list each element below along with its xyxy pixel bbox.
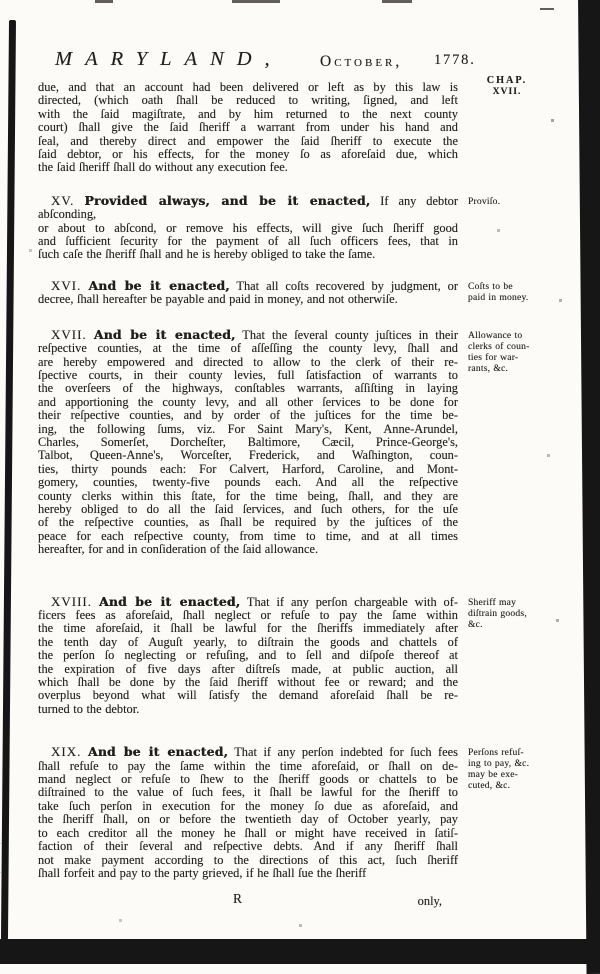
law-section-xviii — [38, 593, 527, 717]
paragraph-lines — [38, 94, 458, 174]
text-column — [38, 75, 530, 909]
signature-mark: R — [232, 891, 243, 907]
text-line: ing, the following ſums, viz. For Saint Mary's, Kent, Anne-Arundel, — [38, 421, 458, 436]
law-paragraph — [38, 279, 458, 307]
margin-note — [468, 330, 548, 374]
text-line: hereafter, for and in conſideration of the ſaid allowance. — [38, 542, 319, 557]
edge-fragment — [0, 848, 9, 863]
enacting-phrase: And be it enacted, — [93, 326, 236, 342]
text-line: &c. — [468, 618, 483, 630]
text-line: Perſons refuſ- — [468, 747, 524, 759]
text-line: directed, (which oath ſhall be reduced to writing, ſigned, and left — [38, 93, 458, 108]
enacting-phrase: And be it enacted, — [87, 744, 228, 760]
paper-specks — [0, 0, 1, 1]
edge-fragment — [0, 891, 9, 906]
text-line: court) ſhall give the ſaid ſheriff a warrant from under his hand and — [38, 120, 458, 135]
text-line: Sheriff may — [468, 596, 517, 608]
law-section-xvi — [38, 277, 529, 307]
edge-fragment — [0, 862, 9, 877]
law-paragraph — [38, 745, 458, 880]
enacting-phrase: And be it enacted, — [98, 593, 241, 609]
chapter-heading — [476, 76, 538, 97]
paragraph-lines — [38, 222, 458, 262]
text-line: the tenth day of Auguſt yearly, to diſtrain the goods and chattels of — [38, 634, 458, 649]
law-section-xv — [38, 192, 501, 262]
scan-edge-right — [578, 0, 600, 974]
text-line: gomery, counties, twenty-five pounds each. And all the reſpective — [38, 475, 458, 490]
paragraph-first-line — [38, 328, 458, 342]
paragraph-first-line — [38, 595, 458, 609]
scan-edge-mark — [232, 0, 280, 3]
scan-edge-mark — [382, 0, 412, 3]
law-section-continuation — [38, 75, 528, 175]
paragraph-lines — [38, 609, 458, 716]
text-line: ſaid debtor, or his effects, for the money ſo as aforeſaid due, which — [38, 147, 458, 162]
section-text: That the ſeveral county juſtices in their — [242, 327, 458, 342]
paragraph-lines — [38, 342, 458, 557]
section-number: XV. — [51, 192, 75, 208]
catchline — [38, 892, 458, 908]
section-text: That if any perſon chargeable with of- — [246, 594, 458, 609]
text-line: the ſaid ſheriff ſhall do without any execution fee. — [38, 160, 288, 175]
margin-note — [468, 196, 548, 207]
text-line: or about to abſcond, or remove his effects, will give ſuch ſheriff good — [38, 220, 458, 235]
chapter-number: XVII. — [492, 85, 522, 97]
text-line: diſtrain goods, — [468, 607, 527, 619]
text-line: paid in money. — [468, 291, 529, 303]
law-paragraph — [38, 80, 458, 175]
text-line: ſhall forfeit and pay to the party grieved, if he ſhall ſue the ſheriff — [38, 865, 367, 880]
text-line: ties for war- — [468, 351, 519, 363]
section-number: XIX. — [51, 744, 82, 760]
text-line: ties, thirty pounds each: For Calvert, Harford, Caroline, and Mont- — [38, 461, 458, 476]
enacting-phrase: And be it enacted, — [88, 277, 230, 293]
text-line: Proviſo. — [468, 195, 501, 207]
text-line: the overſeers of the highways, conſtables warrants, aſſiſting in laying — [38, 381, 458, 396]
section-text: That if any perſon indebted for ſuch fees — [234, 745, 458, 760]
text-line: overplus beyond what will ſatisfy the demand aforeſaid ſhall be re- — [38, 688, 458, 703]
text-line: and apportioning the county levy, and all other ſervices to be done for — [38, 394, 458, 409]
edge-fragment — [0, 833, 9, 848]
law-paragraph — [38, 595, 458, 717]
section-text: due, and that an account had been delivered or left as by this law is — [38, 80, 458, 94]
text-line: the perſon ſo neglecting or refuſing, and to ſell and diſpoſe thereof at — [38, 648, 458, 663]
text-line: Coſts to be — [468, 280, 513, 292]
text-line: turned to the debtor. — [38, 701, 140, 716]
text-line: ſpective courts, in their county levies, full ſatisfaction of warrants to — [38, 367, 458, 382]
colony-title: MARYLAND, — [55, 48, 283, 70]
text-line: diſtrained to the value of ſuch fees, it ſhall be lawful for the ſheriff to — [38, 785, 458, 800]
paragraph-first-line — [38, 80, 458, 94]
text-line: reſpective counties, at the time of aſſeſſing the county levy, ſhall and — [38, 341, 458, 356]
session-month: October, — [320, 53, 403, 70]
text-line: may be exe- — [468, 769, 519, 781]
text-line: and ſufficient ſecurity for the payment of all ſuch officers fees, that in — [38, 234, 458, 249]
scan-edge-mark — [95, 0, 113, 3]
text-line: to each creditor all the money he ſhall or might have received in ſatiſ- — [38, 825, 458, 840]
law-paragraph — [38, 328, 458, 557]
section-number: XVIII. — [51, 593, 93, 609]
catchword: only, — [417, 894, 442, 909]
text-line: faction of their ſeveral and reſpective debts. And if any ſheriff ſhall — [38, 839, 458, 854]
text-line: of the reſpective counties, as ſhall be required by the juſtices of the — [38, 515, 458, 530]
margin-note — [468, 281, 548, 303]
paragraph-first-line — [38, 745, 458, 759]
paragraph-lines — [38, 293, 458, 306]
scan-edge-mark — [540, 8, 554, 10]
margin-note — [468, 597, 548, 630]
text-line: mand neglect or refuſe to ſhew to the ſheriff goods or chattels to be — [38, 772, 458, 787]
text-line: ſhall refuſe to pay the ſame within the time aforeſaid, or ſhall on de- — [38, 758, 458, 773]
text-line: rants, &c. — [468, 362, 509, 374]
section-text: If any debtor abſconding, — [38, 193, 458, 222]
text-line: with the ſaid magiſtrate, and by him returned to the next county — [38, 106, 458, 121]
text-line: the ſheriff ſhall, on or before the twentieth day of October yearly, pay — [38, 812, 458, 827]
text-line: peace for each reſpective county, from time to time, and at all times — [38, 528, 458, 543]
text-line: clerks of coun- — [468, 340, 530, 352]
text-line: ficers fees as aforeſaid, ſhall neglect or refuſe to pay the ſame within — [38, 608, 458, 622]
section-text: That all coſts recovered by judgment, or — [236, 278, 459, 293]
margin-note — [468, 747, 548, 791]
binding-gutter-shadow — [1, 20, 16, 940]
law-section-xvii — [38, 326, 530, 557]
session-year: 1778. — [434, 52, 476, 68]
chapter-label: CHAP. — [486, 75, 528, 86]
text-line: the time aforeſaid, it ſhall be lawful for the ſheriffs immediately after — [38, 621, 458, 636]
law-paragraph — [38, 194, 458, 262]
text-line: the expiration of five days after diſtreſs made, at public auction, all — [38, 661, 458, 676]
paragraph-lines — [38, 760, 458, 881]
text-line: Allowance to — [468, 329, 523, 341]
section-number: XVII. — [51, 326, 87, 342]
paragraph-first-line — [38, 194, 458, 222]
text-line: Charles, Somerſet, Dorcheſter, Baltimore, Cæcil, Prince-George's, — [38, 434, 458, 449]
page-edge-text-fragments — [0, 833, 9, 906]
paragraph-first-line — [38, 279, 458, 293]
text-line: county clerks within this ſtate, for the time being, ſhall, and they are — [38, 488, 458, 503]
text-line: ing to pay, &c. — [468, 758, 530, 770]
text-line: take ſuch perſon in execution for the money ſo due as aforeſaid, and — [38, 798, 458, 813]
text-line: are hereby empowered and directed to allow to the clerk of their re- — [38, 354, 458, 369]
edge-fragment — [0, 877, 9, 892]
enacting-phrase: Provided always, and be it enacted, — [84, 192, 371, 208]
scan-edge-bottom — [0, 939, 600, 964]
text-line: their reſpective counties, and by order of the juſtices for the time be- — [38, 408, 458, 423]
text-line: ſeal, and thereby direct and empower the ſaid ſheriff to execute the — [38, 133, 458, 148]
law-section-xix — [38, 744, 530, 880]
text-line: cuted, &c. — [468, 780, 511, 792]
text-line: decree, ſhall hereafter be payable and paid in money, and not otherwiſe. — [38, 292, 398, 307]
text-line: not make payment according to the directions of this act, ſuch ſheriff — [38, 852, 458, 867]
section-number: XVI. — [51, 277, 82, 293]
text-line: ſuch caſe the ſheriff ſhall and he is hereby obliged to take the ſame. — [38, 247, 376, 262]
text-line: which ſhall be done by the ſaid ſheriff without fee or reward; and the — [38, 675, 458, 690]
text-line: Talbot, Queen-Anne's, Worceſter, Frederick, and Waſhington, coun- — [38, 448, 458, 463]
text-line: hereby obliged to do all the ſaid ſervices, and ſuch others, for the uſe — [38, 501, 458, 516]
